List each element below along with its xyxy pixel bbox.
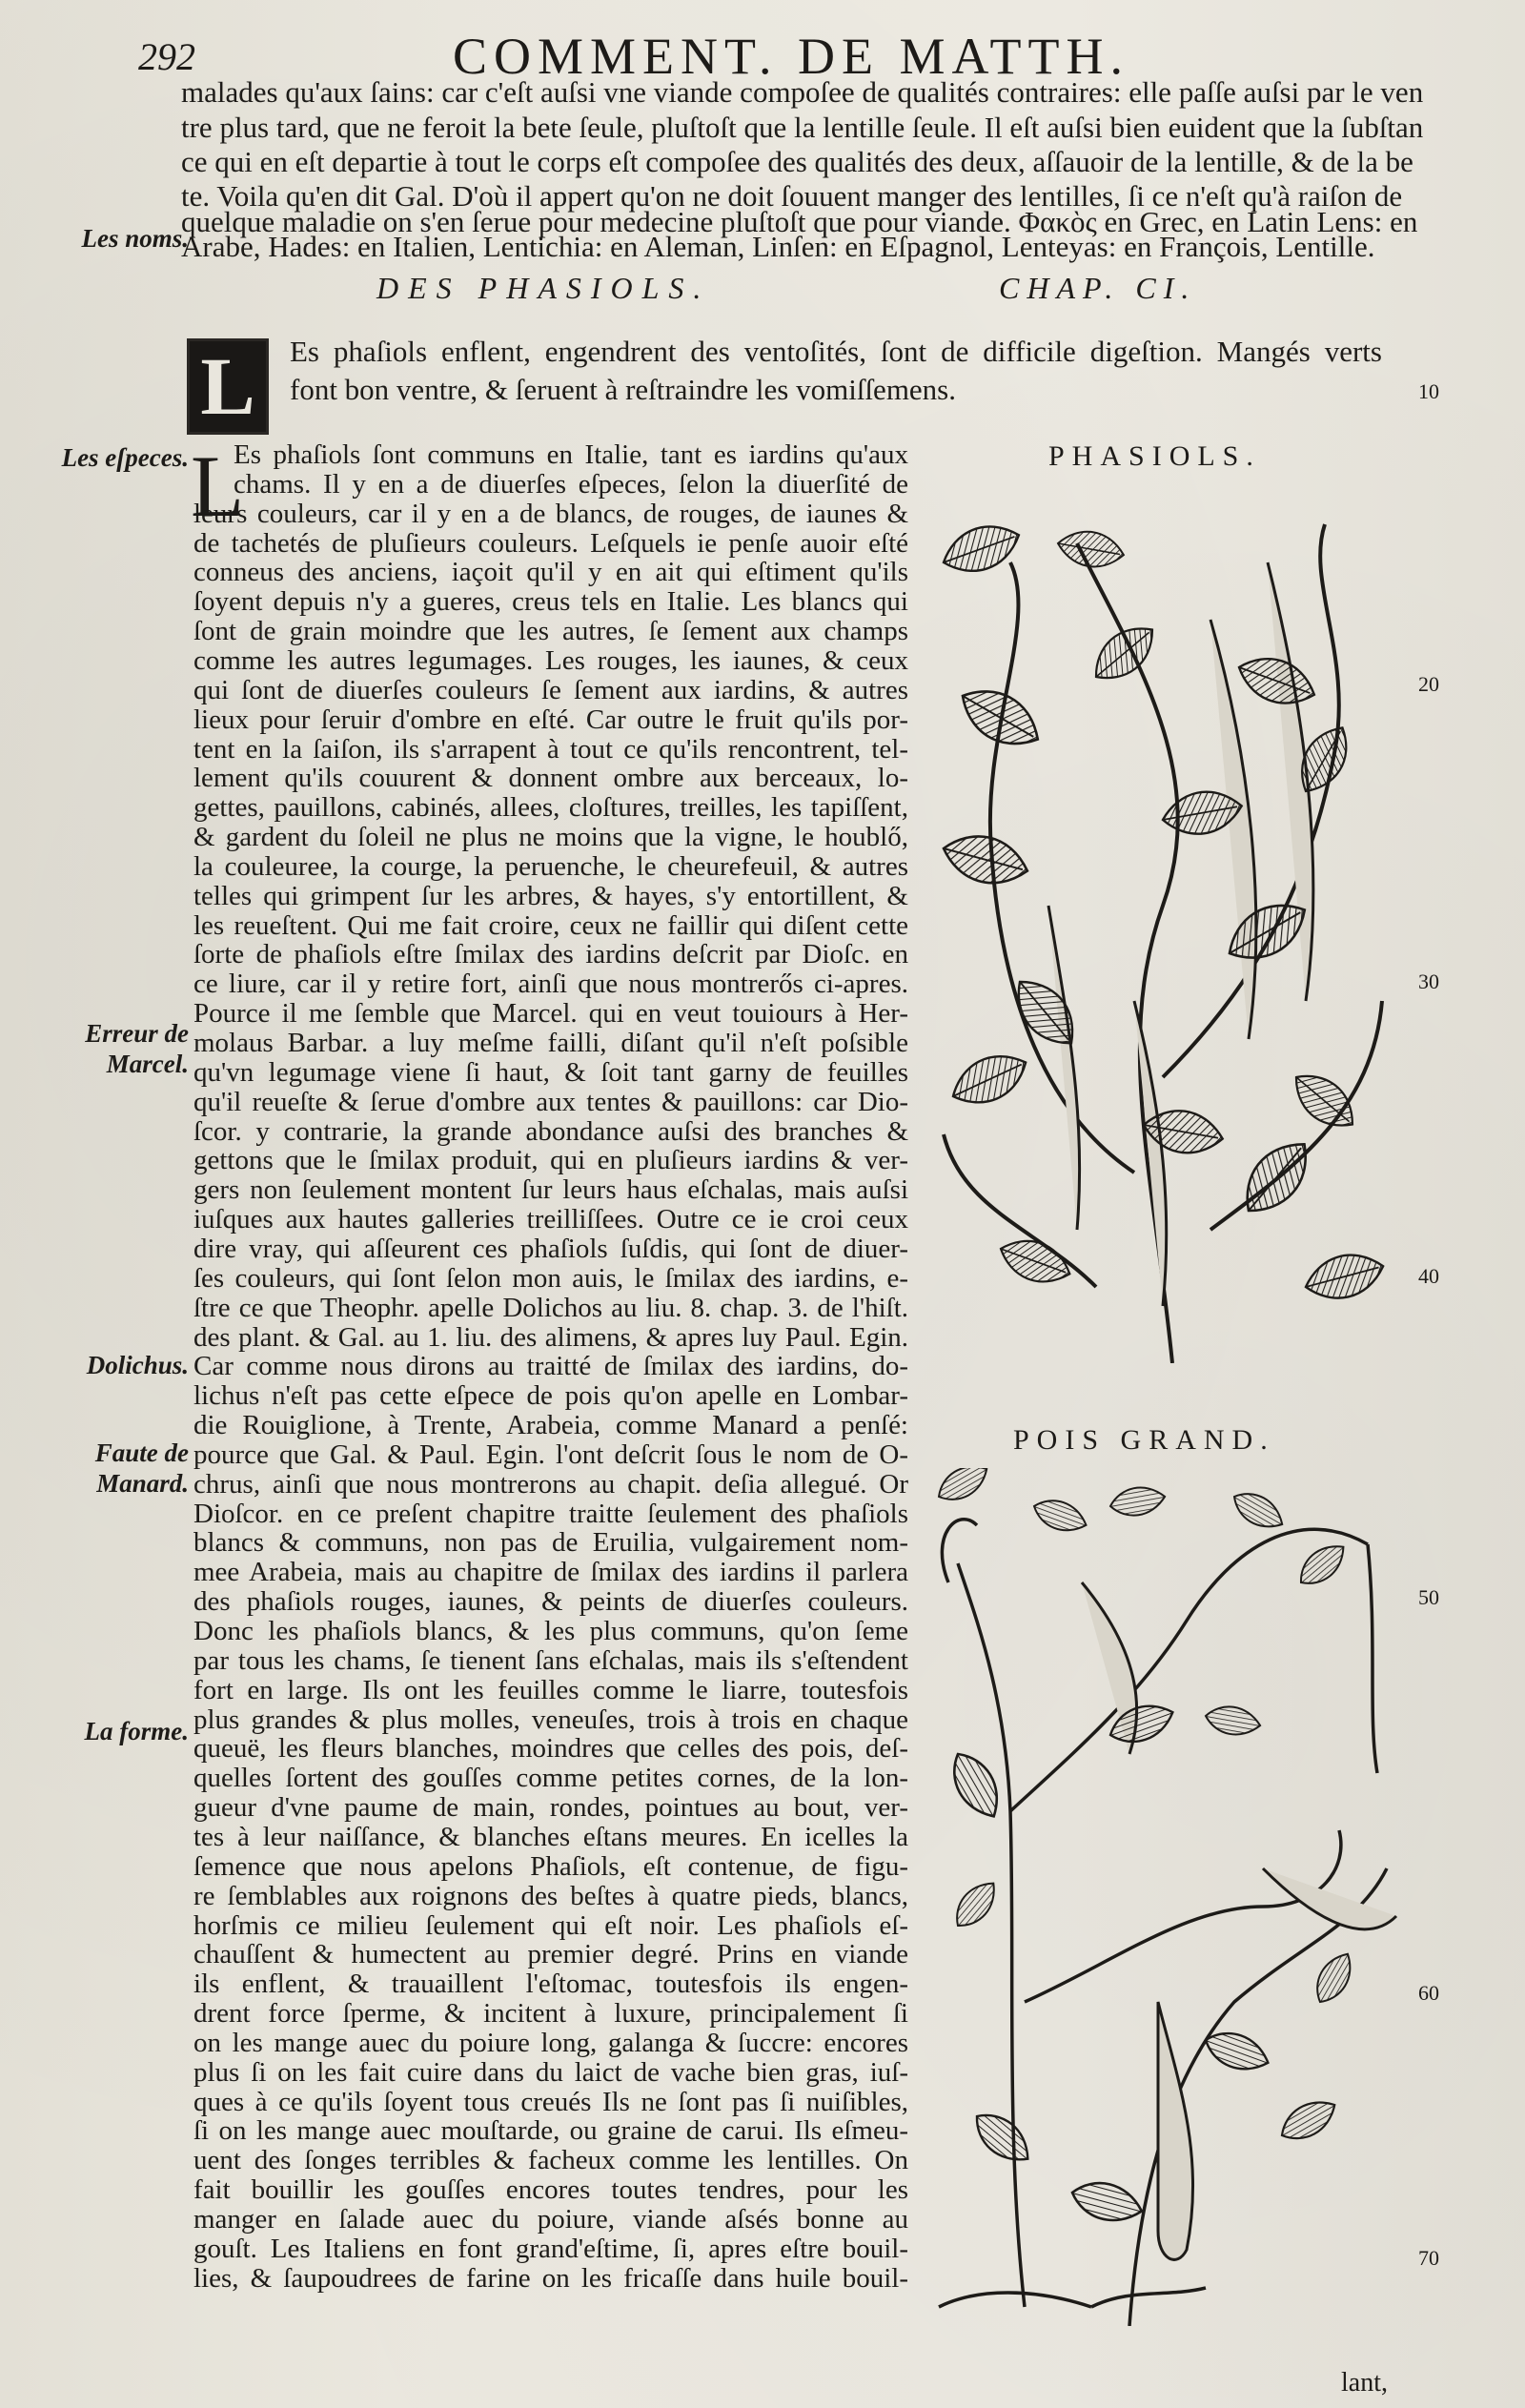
line-number: 20 [1418,672,1439,696]
text-line: des plant. & Gal. au 1. liu. des alimens, & apres luy Paul. Egin. [193,1321,908,1353]
text-line: ſes couleurs, qui ſont ſelon mon auis, le ſmilax des iardins, e- [193,1262,908,1294]
margin-note-les-noms: Les noms. [81,224,189,253]
line-number: 40 [1418,1264,1439,1288]
text-line: quelque maladie on s'en ſerue pour medecine pluſtoſt que pour viande. Φακὸς en Grec, en Latin Lens: en [181,205,1418,238]
text-line: horſmis ce milieu ſeulement qui eſt noir. Les phaſiols eſ- [193,1909,908,1941]
margin-note-manard: Manard. [96,1469,189,1498]
commentary-initial: L [191,438,245,535]
text-line: malades qu'aux ſains: car c'eſt auſsi vne viande compoſee de qualités contraires: elle paſſe auſsi par le ven [181,75,1424,109]
text-line: qu'il reueſte & ſerue d'ombre aux tentes & pauillons: car Dio- [193,1086,908,1117]
chapter-number: CHAP. CI. [999,271,1197,305]
margin-note-faute: Faute de [94,1439,189,1467]
text-line: Donc les phaſiols blancs, & les plus communs, qu'on ſeme [193,1616,908,1646]
text-line: gettes, pauillons, cabinés, allees, cloſtures, treilles, les tapiſſent, [193,792,908,824]
running-title: COMMENT. DE MATTH. [453,28,1129,85]
text-line: ſemence que nous apelons Phaſiols, eſt contenue, de figu- [193,1850,908,1882]
text-line: ſorte de phaſiols eſtre ſmilax des iardins deſcrit par Dioſc. en [193,939,908,970]
text-line: dire vray, qui aſſeurent ces phaſiols ſuſdis, qui ſont de diuer- [193,1233,908,1264]
text-line: Arabe, Hades: en Italien, Lentichia: en Aleman, Linſen: en Eſpagnol, Lenteyas: en François, Lentille. [181,230,1375,263]
text-line: ſi on les mange auec mouſtarde, ou graine de carui. Ils eſmeu- [193,2115,908,2147]
text-line: plus grandes & plus molles, veneuſes, trois à trois en chaque [193,1704,908,1735]
line-number: 30 [1418,969,1439,993]
bean-plant-woodcut [925,505,1411,1363]
text-line: quelles ſortent des gouſſes comme petites cornes, de la lon- [193,1763,908,1794]
text-line: gouſt. Les Italiens en font grand'eſtime, ſi, apres eſtre bouil- [193,2233,908,2264]
text-line: gers non ſeulement montent ſur leurs haus eſchalas, mais auſsi [193,1174,908,1206]
text-line: ſcor. y contrarie, la grande abondance auſsi des branches & [193,1115,908,1147]
text-line: des phaſiols rouges, iaunes, & peints de diuerſes couleurs. [193,1586,908,1618]
text-line: die Rouiglione, à Trente, Arabeia, comme Manard a penſé: [193,1410,908,1441]
margin-note-marcel: Marcel. [106,1050,189,1078]
line-number: 60 [1418,1981,1439,2005]
margin-note-dolichus: Dolichus. [86,1351,189,1379]
text-line: Car comme nous dirons au traitté de ſmilax des iardins, do- [193,1351,908,1382]
text-line: conneus des anciens, iaçoit qu'il y en ait qui eſtiment qu'ils [193,557,908,588]
text-line: ſoyent depuis n'y a gueres, creus tels en Italie. Les blancs qui [193,586,908,618]
figure-caption-phasiols: PHASIOLS. [1048,440,1261,472]
text-line: ques à ce qu'ils ſoyent tous creués Ils ne ſont pas ſi nuiſibles, [193,2086,908,2117]
text-line: les reueſtent. Qui me fait croire, ceux ne faillir qui diſent cette [193,909,908,941]
text-line: leurs couleurs, car il y en a de blancs, de rouges, de iaunes & [193,498,908,529]
text-line: gettons que le ſmilax produit, qui en pluſieurs iardins & ver- [193,1145,908,1176]
text-line: chrus, ainſi que nous montrerons au chapit. deſia allegué. Or [193,1468,908,1500]
decorated-initial: L [187,338,269,435]
text-line: Es phaſiols enflent, engendrent des ventoſités, ſont de difficile digeſtion. Mangés verts [290,335,1382,368]
text-line: drent force ſperme, & incitent à luxure, principalement ſi [193,1998,908,2030]
text-line: lies, & ſaupoudrees de farine on les fricaſſe dans huile bouil- [193,2262,908,2294]
line-number: 70 [1418,2246,1439,2270]
text-line: queuë, les fleurs blanches, moindres que celles des pois, deſ- [193,1733,908,1765]
text-line: on les mange auec du poiure long, galanga & ſuccre: encores [193,2027,908,2058]
text-line: lement qu'ils couurent & donnent ombre aux berceaux, lo- [193,763,908,794]
text-line: uent des ſonges terribles & facheux comme les lentilles. On [193,2145,908,2176]
text-line: ce qui en eſt departie à tout le corps eſt compoſee des qualités des deux, aſſauoir de la lentille, & de la be [181,145,1413,178]
text-line: lichus n'eſt pas cette eſpece de pois qu'on apelle en Lombar- [193,1380,908,1412]
catchword: lant, [1341,2368,1388,2398]
text-line: qu'vn legumage viene ſi haut, & ſoit tant garny de feuilles [193,1056,908,1088]
text-line: ils enflent, & trauaillent l'eſtomac, toutesfois ils engen- [193,1969,908,2000]
text-line: tent en la ſaiſon, ils s'arrapent à tout ce qu'ils rencontrent, tel- [193,733,908,765]
figure-caption-pois-grand: POIS GRAND. [1013,1424,1275,1456]
text-line: ce liure, car il y retire fort, ainſi que nous montrerős ci-apres. [193,969,908,1000]
text-line: fort en large. Ils ont les feuilles comme le liarre, toutesfois [193,1674,908,1705]
text-line: gueur d'vne paume de main, rondes, pointues au bout, ver- [193,1792,908,1824]
text-line: manger en ſalade auec du poiure, viande aſsés bonne au [193,2204,908,2235]
text-line: ſtre ce que Theophr. apelle Dolichos au liu. 8. chap. 3. de l'hiſt. [193,1292,908,1323]
text-line: ſont de grain moindre que les autres, ſe ſement aux champs [193,616,908,647]
text-line: Dioſcor. en ce preſent chapitre traitte ſeulement des phaſiols [193,1498,908,1529]
text-line: molaus Barbar. a luy meſme failli, diſant qu'il n'eſt poſsible [193,1028,908,1058]
line-number: 10 [1418,379,1439,403]
margin-note-les-especes: Les eſpeces. [61,443,189,472]
page-number: 292 [138,35,195,78]
text-line: par tous les chams, ſe tienent ſans eſchalas, mais ils s'eſtendent [193,1644,908,1676]
text-line: plus ſi on les fait cuire dans du laict de vache bien gras, iuſ- [193,2056,908,2088]
text-line: lieux pour ſeruir d'ombre en eſté. Car outre le fruit qu'ils por- [193,704,908,735]
text-line: comme les autres legumages. Les rouges, les iaunes, & ceux [193,644,908,676]
text-line: font bon ventre, & ſeruent à reſtraindre les vomiſſemens. [290,373,956,406]
text-line: pource que Gal. & Paul. Egin. l'ont deſcrit ſous le nom de O- [193,1439,908,1470]
text-line: & gardent du ſoleil ne plus ne moins que la vigne, le houblő, [193,822,908,853]
chapter-title: DES PHASIOLS. [376,271,711,305]
text-line: iuſques aux hautes galleries treilliſſees. Outre ce ie croi ceux [193,1204,908,1235]
text-line: te. Voila qu'en dit Gal. D'où il appert qu'on ne doit ſouuent manger des lentilles, ſi ce n'eſt qu'à raiſon de [181,179,1403,213]
text-line: re ſemblables aux roignons des beſtes à quatre pieds, blancs, [193,1880,908,1911]
text-line: telles qui grimpent ſur les arbres, & hayes, s'y entortillent, & [193,880,908,911]
line-number: 50 [1418,1585,1439,1609]
text-line: tes à leur naiſſance, & blanches eſtans meures. En icelles la [193,1821,908,1852]
text-line: chams. Il y en a de diuerſes eſpeces, ſelon la diuerſité de [234,468,908,500]
text-line: Es phaſiols ſont communs en Italie, tant es iardins qu'aux [234,439,908,470]
text-line: qui ſont de diuerſes couleurs ſe ſement aux iardins, & autres [193,674,908,705]
pea-plant-woodcut [920,1468,1425,2326]
text-line: tre plus tard, que ne feroit la bete ſeule, pluſtoſt que la lentille ſeule. Il eſt auſsi bien euident que la ſubſtan [181,111,1424,144]
text-line: la couleuree, la courge, la peruenche, le cheurefeuil, & autres [193,850,908,882]
text-line: mee Arabeia, mais au chapitre de ſmilax des iardins il parlera [193,1557,908,1588]
margin-note-erreur: Erreur de [85,1019,189,1048]
text-line: de tachetés de pluſieurs couleurs. Leſquels ie penſe auoir eſté [193,527,908,559]
text-line: Pource il me ſemble que Marcel. qui en veut touiours à Her- [193,998,908,1030]
text-line: chauſſent & humectent au premier degré. Prins en viande [193,1939,908,1970]
text-line: blancs & communs, non pas de Eruilia, vulgairement nom- [193,1527,908,1559]
text-line: fait bouillir les gouſſes encores toutes tendres, pour les [193,2174,908,2206]
margin-note-la-forme: La forme. [84,1717,189,1745]
